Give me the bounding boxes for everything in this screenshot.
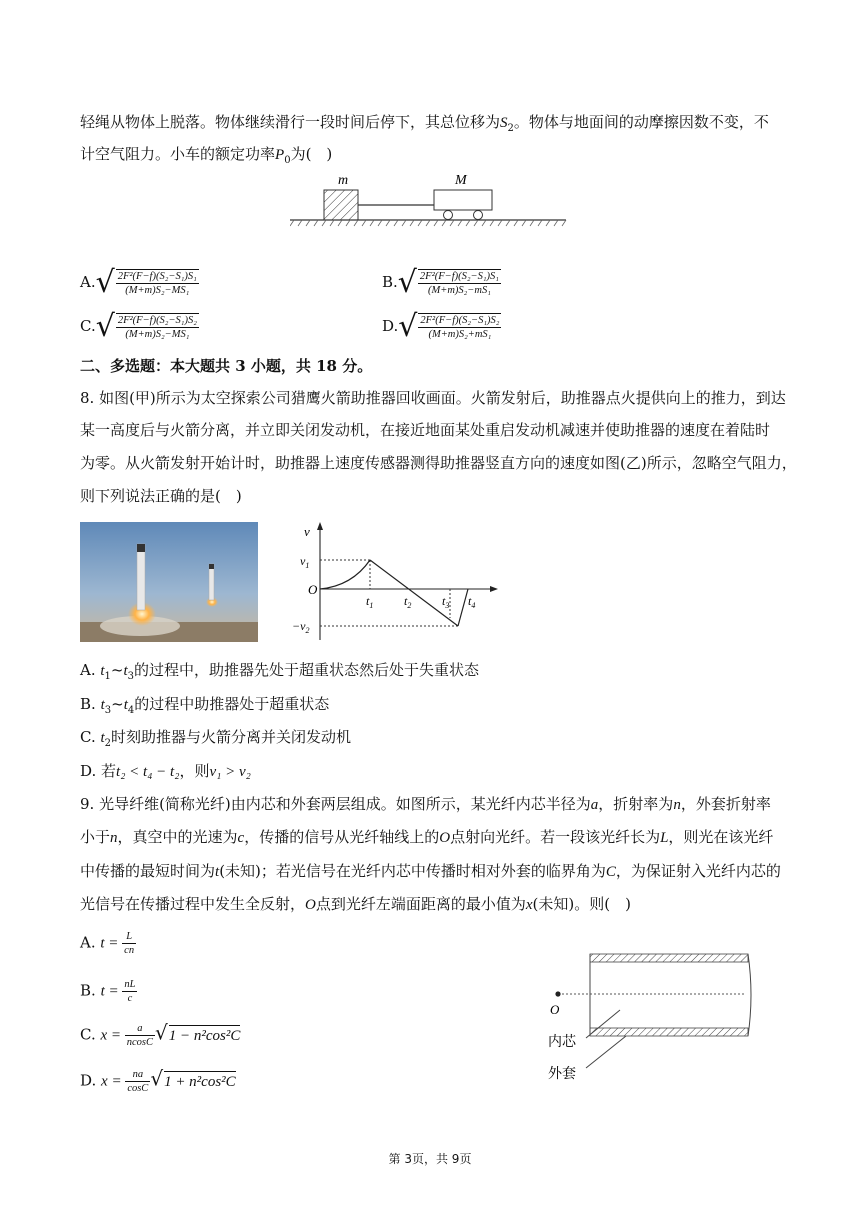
q8-option-d: D. 若t₂ < t₄ − t₂，则v₁ > v₂ (80, 762, 251, 780)
page-footer: 第 3页，共 9页 (388, 1152, 472, 1166)
q9-line2: 小于n，真空中的光速为c，传播的信号从光纤轴线上的O点射向光纤。若一段该光纤长为L，则光在该光纤 (80, 828, 774, 846)
q9-option-b: B. t = $\frac{nL}{c}$ (80, 979, 136, 1004)
curve-0-t1 (320, 560, 370, 589)
label-t1: $t_1$ (366, 594, 374, 610)
fiber-break (748, 954, 751, 1036)
q8-line3: 为零。从火箭发射开始计时，助推器上速度传感器测得助推器竖直方向的速度如图(乙)所示，忽略空气阻力， (80, 454, 797, 472)
label-M: M (455, 173, 467, 188)
q9-line3: 中传播的最短时间为t(未知)；若光信号在光纤内芯中传播时相对外套的临界角为C，为保证射入光纤内芯的 (80, 862, 781, 880)
jacket-leader (586, 1036, 626, 1068)
q8-option-b: B. $t_3\sim t_4$的过程中助推器处于超重状态 (80, 695, 330, 716)
q8-line1: 8. 如图(甲)所示为太空探索公司猎鹰火箭助推器回收画面。火箭发射后，助推器点火提供向上的推力，到达 (80, 389, 786, 407)
rocket-landing-photo (80, 522, 258, 642)
block-cart-figure (290, 168, 570, 232)
wheel-left (444, 211, 453, 220)
label-v1: $v_1$ (300, 554, 310, 570)
q7-option-c: C.√ $\frac{\text{2F²(F−f)(S₂−S₁)S₂}}{\text{(M+m)S₂−MS₁}}$ (80, 309, 197, 344)
q8-option-c: C. $t_2$时刻助推器与火箭分离并关闭发动机 (80, 728, 352, 749)
q7-line1: 轻绳从物体上脱落。物体继续滑行一段时间后停下，其总位移为$S_2$。物体与地面间的动摩擦因数不变，不 (80, 113, 769, 134)
jacket-bottom (590, 1028, 748, 1036)
q8-option-a: A. $t_1\sim t_3$的过程中，助推器先处于超重状态然后处于失重状态 (80, 661, 480, 682)
label-minus-v2: $-v_2$ (292, 619, 310, 635)
q8-line4: 则下列说法正确的是( ) (80, 487, 242, 505)
block-m (324, 190, 358, 220)
optical-fiber-figure (540, 950, 760, 1090)
point-O (555, 991, 560, 996)
velocity-time-graph (290, 520, 510, 646)
jacket-top (590, 954, 748, 962)
line-t3-t4 (458, 589, 468, 626)
q8-line2: 某一高度后与火箭分离，并立即关闭发动机，在接近地面某处重启发动机减速并使助推器的速度在着陆时 (80, 421, 771, 439)
q9-line4: 光信号在传播过程中发生全反射，O点到光纤左端面距离的最小值为x(未知)。则( ) (80, 895, 631, 913)
q9-line1: 9. 光导纤维(简称光纤)由内芯和外套两层组成。如图所示，某光纤内芯半径为a，折射率为n，外套折射率 (80, 795, 771, 813)
v-axis-arrow (317, 522, 323, 530)
t-axis-arrow (490, 586, 498, 592)
cart-M (434, 190, 492, 210)
label-t3: $t_3$ (442, 594, 450, 610)
q7-line2: 计空气阻力。小车的额定功率$P_0$为( ) (80, 145, 333, 166)
section-heading-multiple-choice: 二、多选题：本大题共 3 小题，共 18 分。 (80, 357, 373, 375)
label-O: O (550, 1002, 560, 1017)
label-v: v (304, 524, 310, 539)
wheel-right (474, 211, 483, 220)
q9-option-c: C. x = $\frac{a}{ncosC}$ √1 − n²cos²C (80, 1020, 241, 1048)
label-t4: $t_4$ (468, 594, 476, 610)
ground-hatching (290, 220, 566, 226)
label-jacket: 外套 (548, 1067, 576, 1082)
label-origin: O (308, 582, 318, 597)
q9-option-d: D. x = $\frac{na}{\cos C}$ √1 + n²cos²C (80, 1066, 236, 1094)
line-t1-t3 (370, 560, 458, 626)
label-m: m (338, 173, 349, 188)
q7-option-a: A.√ $\frac{\text{2F²(F−f)(S₂−S₁)S₁}}{\text{(M+m)S₂−MS₁}}$ (80, 265, 197, 300)
label-t2: $t_2$ (404, 594, 412, 610)
label-core: 内芯 (548, 1035, 576, 1050)
q7-option-b: B.√ $\frac{\text{2F²(F−f)(S₂−S₁)S₁}}{\text{(M+m)S₂−mS₁}}$ (382, 265, 499, 300)
q9-option-a: A. t = $\frac{L}{cn}$ (80, 931, 135, 956)
q7-option-d: D.√ $\frac{\text{2F²(F−f)(S₂−S₁)S₂}}{\text{(M+m)S₂+mS₁}}$ (382, 309, 500, 344)
